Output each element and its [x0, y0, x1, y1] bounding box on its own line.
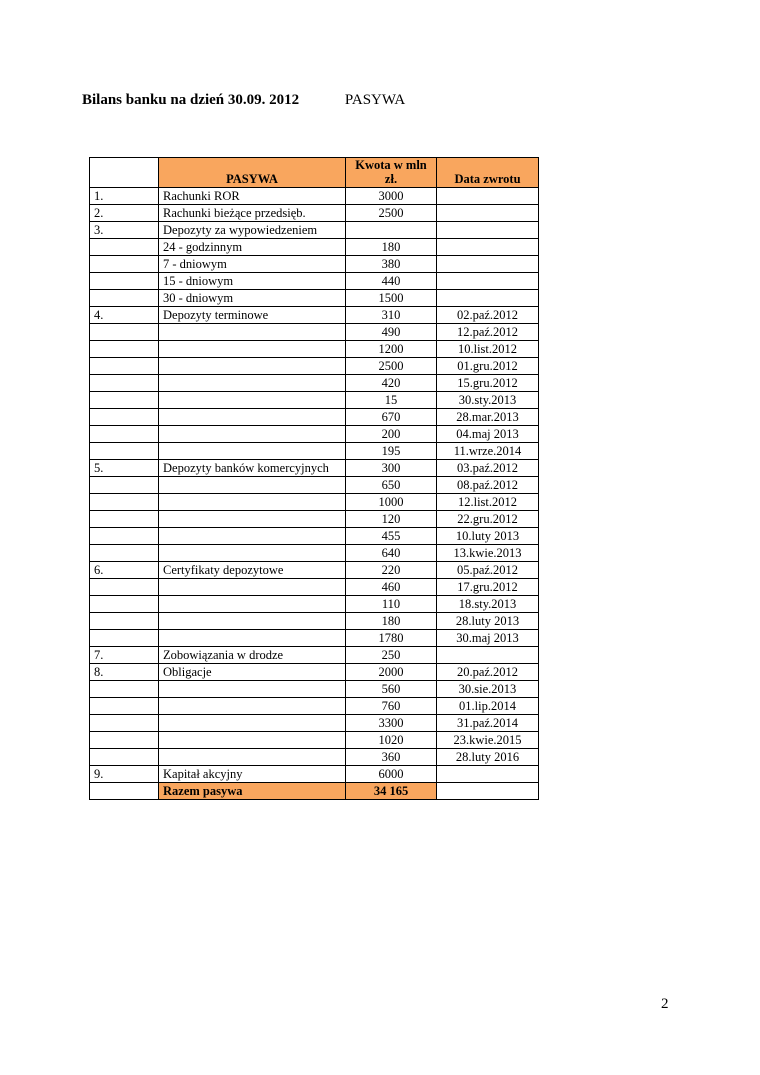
row-label: Certyfikaty depozytowe [159, 562, 346, 579]
row-num: 8. [90, 664, 159, 681]
row-label [159, 358, 346, 375]
table-row [90, 460, 539, 477]
row-label [159, 528, 346, 545]
table-row [90, 477, 539, 494]
row-label [159, 426, 346, 443]
row-date [437, 647, 539, 664]
total-num [90, 783, 159, 800]
table-row [90, 358, 539, 375]
row-label [159, 511, 346, 528]
row-amount: 640 [346, 545, 437, 562]
row-date: 20.paź.2012 [437, 664, 539, 681]
row-num [90, 528, 159, 545]
row-num [90, 630, 159, 647]
table-row [90, 324, 539, 341]
row-label: Depozyty terminowe [159, 307, 346, 324]
table-row [90, 613, 539, 630]
table-row [90, 188, 539, 205]
table-row [90, 579, 539, 596]
row-date: 01.lip.2014 [437, 698, 539, 715]
row-date: 05.paź.2012 [437, 562, 539, 579]
row-amount: 250 [346, 647, 437, 664]
row-amount: 2500 [346, 358, 437, 375]
row-amount: 15 [346, 392, 437, 409]
table-row [90, 392, 539, 409]
row-date: 17.gru.2012 [437, 579, 539, 596]
row-num [90, 341, 159, 358]
table-row [90, 664, 539, 681]
row-num [90, 681, 159, 698]
row-label [159, 698, 346, 715]
row-num [90, 749, 159, 766]
row-num: 2. [90, 205, 159, 222]
row-num: 3. [90, 222, 159, 239]
row-label: 7 - dniowym [159, 256, 346, 273]
row-num: 1. [90, 188, 159, 205]
row-amount: 460 [346, 579, 437, 596]
row-date: 28.mar.2013 [437, 409, 539, 426]
table-row [90, 749, 539, 766]
table-row [90, 222, 539, 239]
row-date [437, 222, 539, 239]
table-row [90, 409, 539, 426]
row-date: 08.paź.2012 [437, 477, 539, 494]
row-label [159, 630, 346, 647]
row-date: 22.gru.2012 [437, 511, 539, 528]
row-date: 30.maj 2013 [437, 630, 539, 647]
header-amount: Kwota w mln zł. [346, 158, 437, 188]
row-date [437, 188, 539, 205]
row-amount: 1780 [346, 630, 437, 647]
row-date: 03.paź.2012 [437, 460, 539, 477]
row-label: Kapitał akcyjny [159, 766, 346, 783]
row-num [90, 426, 159, 443]
row-date: 10.list.2012 [437, 341, 539, 358]
row-num [90, 596, 159, 613]
row-amount: 180 [346, 613, 437, 630]
table-row [90, 715, 539, 732]
total-amount: 34 165 [346, 783, 437, 800]
row-amount: 120 [346, 511, 437, 528]
row-label [159, 681, 346, 698]
row-num [90, 409, 159, 426]
row-date [437, 256, 539, 273]
table-header-row [90, 158, 539, 188]
row-amount: 560 [346, 681, 437, 698]
row-num [90, 477, 159, 494]
row-num [90, 324, 159, 341]
row-date: 12.list.2012 [437, 494, 539, 511]
row-num [90, 579, 159, 596]
row-label [159, 392, 346, 409]
row-date: 18.sty.2013 [437, 596, 539, 613]
row-date: 28.luty 2013 [437, 613, 539, 630]
row-date: 11.wrze.2014 [437, 443, 539, 460]
row-label [159, 375, 346, 392]
row-num [90, 732, 159, 749]
row-date: 12.paź.2012 [437, 324, 539, 341]
row-date: 13.kwie.2013 [437, 545, 539, 562]
section-name: PASYWA [344, 92, 406, 108]
row-num: 6. [90, 562, 159, 579]
table-row [90, 698, 539, 715]
row-num [90, 545, 159, 562]
row-num [90, 273, 159, 290]
row-amount: 6000 [346, 766, 437, 783]
row-amount: 3300 [346, 715, 437, 732]
row-date [437, 273, 539, 290]
row-label: 30 - dniowym [159, 290, 346, 307]
row-amount: 360 [346, 749, 437, 766]
row-label: Rachunki bieżące przedsięb. [159, 205, 346, 222]
row-num [90, 494, 159, 511]
table-row [90, 511, 539, 528]
table-row [90, 681, 539, 698]
header-label: PASYWA [159, 158, 346, 188]
row-num: 5. [90, 460, 159, 477]
table-row [90, 375, 539, 392]
table-row [90, 205, 539, 222]
row-amount: 440 [346, 273, 437, 290]
page-title [82, 92, 405, 109]
row-label [159, 732, 346, 749]
row-num: 7. [90, 647, 159, 664]
row-date: 23.kwie.2015 [437, 732, 539, 749]
row-label [159, 749, 346, 766]
row-date [437, 290, 539, 307]
row-label: Depozyty banków komercyjnych [159, 460, 346, 477]
row-num [90, 375, 159, 392]
row-num [90, 256, 159, 273]
row-num [90, 613, 159, 630]
row-date [437, 239, 539, 256]
row-date [437, 205, 539, 222]
table-row [90, 732, 539, 749]
table-row [90, 256, 539, 273]
row-amount: 420 [346, 375, 437, 392]
row-num [90, 443, 159, 460]
row-date [437, 766, 539, 783]
row-num [90, 511, 159, 528]
table-row [90, 273, 539, 290]
table-row [90, 647, 539, 664]
table-row [90, 630, 539, 647]
table-row [90, 341, 539, 358]
row-label [159, 409, 346, 426]
row-label [159, 324, 346, 341]
header-date: Data zwrotu [437, 158, 539, 188]
row-label [159, 545, 346, 562]
row-num [90, 715, 159, 732]
row-label: Depozyty za wypowiedzeniem [159, 222, 346, 239]
row-label: 24 - godzinnym [159, 239, 346, 256]
row-date: 31.paź.2014 [437, 715, 539, 732]
row-amount: 380 [346, 256, 437, 273]
row-amount: 2000 [346, 664, 437, 681]
table-row [90, 239, 539, 256]
table-row [90, 766, 539, 783]
page-number: 2 [661, 996, 669, 1012]
row-amount: 490 [346, 324, 437, 341]
row-num [90, 698, 159, 715]
row-amount: 1000 [346, 494, 437, 511]
row-label: Rachunki ROR [159, 188, 346, 205]
row-amount: 1200 [346, 341, 437, 358]
row-label [159, 715, 346, 732]
table-row [90, 443, 539, 460]
table-row [90, 290, 539, 307]
table-row [90, 426, 539, 443]
row-label [159, 596, 346, 613]
row-num [90, 239, 159, 256]
row-date: 30.sty.2013 [437, 392, 539, 409]
row-label [159, 494, 346, 511]
table-row [90, 528, 539, 545]
row-num [90, 290, 159, 307]
table-row [90, 562, 539, 579]
row-label [159, 613, 346, 630]
row-amount: 195 [346, 443, 437, 460]
row-amount: 670 [346, 409, 437, 426]
row-amount: 3000 [346, 188, 437, 205]
row-amount: 1500 [346, 290, 437, 307]
row-amount: 650 [346, 477, 437, 494]
balance-table [89, 157, 539, 800]
total-label: Razem pasywa [159, 783, 346, 800]
row-label [159, 443, 346, 460]
row-amount: 180 [346, 239, 437, 256]
row-amount: 2500 [346, 205, 437, 222]
row-label: 15 - dniowym [159, 273, 346, 290]
table-row [90, 494, 539, 511]
table-row [90, 307, 539, 324]
row-date: 02.paź.2012 [437, 307, 539, 324]
row-num: 9. [90, 766, 159, 783]
row-date: 30.sie.2013 [437, 681, 539, 698]
row-amount: 760 [346, 698, 437, 715]
row-date: 28.luty 2016 [437, 749, 539, 766]
row-num [90, 392, 159, 409]
row-amount [346, 222, 437, 239]
row-date: 10.luty 2013 [437, 528, 539, 545]
row-amount: 310 [346, 307, 437, 324]
row-amount: 455 [346, 528, 437, 545]
header-num [90, 158, 159, 188]
row-amount: 200 [346, 426, 437, 443]
row-label: Obligacje [159, 664, 346, 681]
row-num: 4. [90, 307, 159, 324]
row-date: 01.gru.2012 [437, 358, 539, 375]
row-label [159, 579, 346, 596]
row-date: 04.maj 2013 [437, 426, 539, 443]
row-amount: 1020 [346, 732, 437, 749]
row-label [159, 477, 346, 494]
title-text: Bilans banku na dzień 30.09. 2012 [82, 92, 300, 108]
row-label: Zobowiązania w drodze [159, 647, 346, 664]
row-amount: 110 [346, 596, 437, 613]
table-row [90, 545, 539, 562]
total-row [90, 783, 539, 800]
row-amount: 220 [346, 562, 437, 579]
row-label [159, 341, 346, 358]
row-amount: 300 [346, 460, 437, 477]
table-row [90, 596, 539, 613]
row-num [90, 358, 159, 375]
total-date [437, 783, 539, 800]
table-body [90, 188, 539, 783]
row-date: 15.gru.2012 [437, 375, 539, 392]
